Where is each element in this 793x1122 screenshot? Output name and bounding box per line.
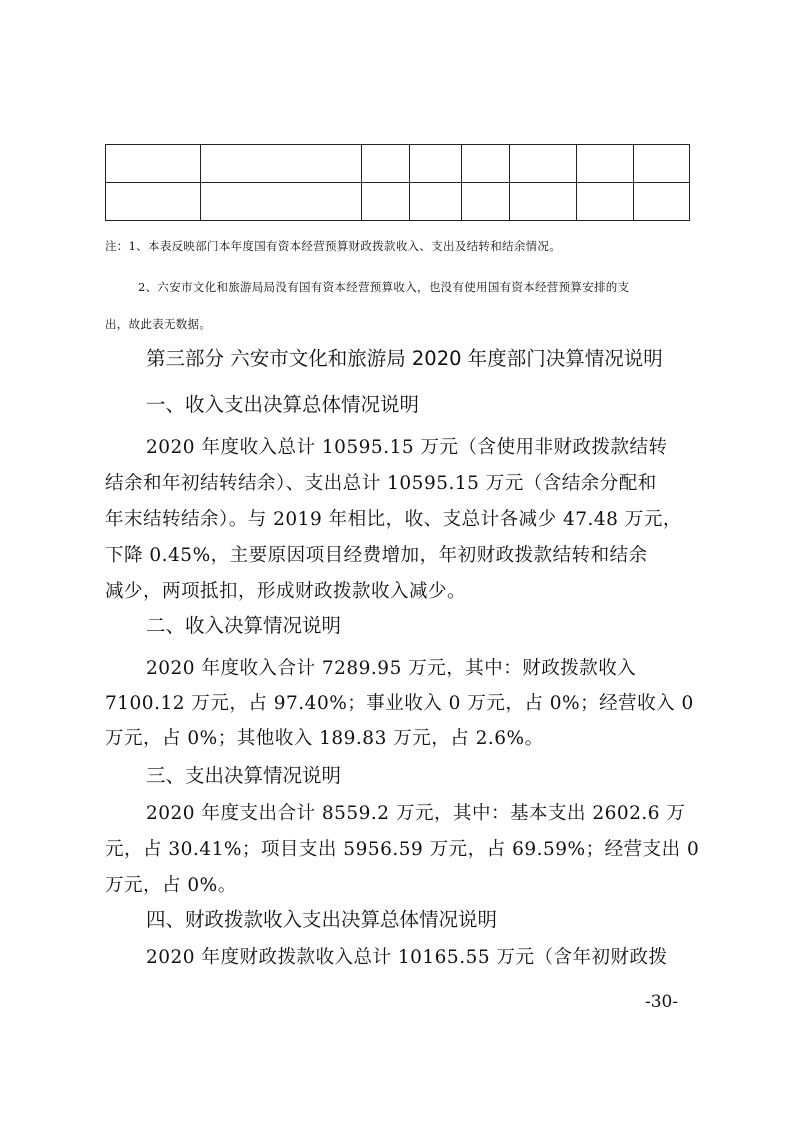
section-1-line-1: 2020 年度收入总计 10595.15 万元（含使用非财政拨款结转 <box>146 437 668 458</box>
section-heading-4: 四、财政拨款收入支出决算总体情况说明 <box>146 908 498 931</box>
table-cell <box>201 145 362 183</box>
table-row <box>106 145 690 183</box>
table-cell <box>410 183 462 221</box>
section-3-line-3: 万元，占 0%。 <box>105 875 237 896</box>
table-cell <box>201 183 362 221</box>
table-cell <box>577 145 634 183</box>
table-cell <box>510 183 577 221</box>
table-row <box>106 183 690 221</box>
section-3-line-2: 元，占 30.41%；项目支出 5956.59 万元，占 69.59%；经营支出 0 <box>105 839 700 860</box>
section-2-line-2: 7100.12 万元，占 97.40%；事业收入 0 万元，占 0%；经营收入 0 <box>105 693 694 714</box>
section-1-line-4: 下降 0.45%，主要原因项目经费增加，年初财政拨款结转和结余 <box>105 545 648 566</box>
table-cell <box>362 183 410 221</box>
table-cell <box>634 183 690 221</box>
section-1-line-3: 年末结转结余）。与 2019 年相比，收、支总计各减少 47.48 万元， <box>105 509 682 530</box>
section-heading-1: 一、收入支出决算总体情况说明 <box>146 393 420 416</box>
table-cell <box>634 145 690 183</box>
table-note-2-line-1: 2、六安市文化和旅游局局没有国有资本经营预算收入，也没有使用国有资本经营预算安排的支 <box>138 280 630 294</box>
table-cell <box>106 183 201 221</box>
table-cell <box>510 145 577 183</box>
table-cell <box>106 145 201 183</box>
table-cell <box>410 145 462 183</box>
section-1-line-5: 减少，两项抵扣，形成财政拨款收入减少。 <box>105 581 467 602</box>
section-heading-2: 二、收入决算情况说明 <box>146 614 342 637</box>
table-note-2-line-2: 出，故此表无数据。 <box>105 317 212 331</box>
table-note-1: 注：1、本表反映部门本年度国有资本经营预算财政拨款收入、支出及结转和结余情况。 <box>105 239 562 253</box>
table-cell <box>362 145 410 183</box>
page-number: -30- <box>645 992 679 1012</box>
section-1-line-2: 结余和年初结转结余）、支出总计 10595.15 万元（含结余分配和 <box>105 473 657 494</box>
section-3-line-1: 2020 年度支出合计 8559.2 万元，其中：基本支出 2602.6 万 <box>146 803 686 824</box>
section-2-line-1: 2020 年度收入合计 7289.95 万元，其中：财政拨款收入 <box>146 658 637 679</box>
table-cell <box>462 183 510 221</box>
section-2-line-3: 万元，占 0%；其他收入 189.83 万元，占 2.6%。 <box>105 728 544 749</box>
table-cell <box>462 145 510 183</box>
part-title: 第三部分 六安市文化和旅游局 2020 年度部门决算情况说明 <box>146 347 663 370</box>
empty-data-table <box>105 144 690 221</box>
section-heading-3: 三、支出决算情况说明 <box>146 764 342 787</box>
table-cell <box>577 183 634 221</box>
section-4-line-1: 2020 年度财政拨款收入总计 10165.55 万元（含年初财政拨 <box>146 947 668 968</box>
